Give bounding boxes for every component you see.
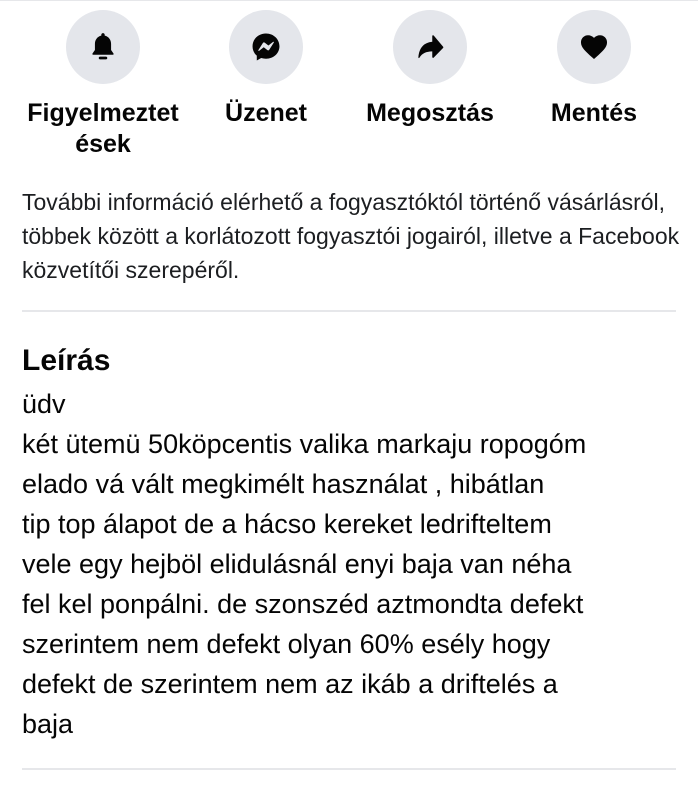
share-icon xyxy=(413,30,447,64)
save-button[interactable] xyxy=(509,10,679,129)
message-button[interactable] xyxy=(181,10,351,129)
heart-icon xyxy=(577,30,611,64)
description-body: üdv két ütemü 50köpcentis valika markaju ropogóm elado vá vált megkimélt használat , hibátlan tip top álapot de a hácso kereket ledrifteltem vele egy hejböl elidulásnál enyi baja van néha fel kel ponpálni. de szonszéd aztmondta defekt szerintem nem defekt olyan 60% esély hogy defekt de szerintem nem az ikáb a driftelés a baja xyxy=(22,389,587,739)
section-divider xyxy=(22,310,676,312)
share-icon-circle[interactable] xyxy=(393,10,467,84)
alerts-button[interactable] xyxy=(18,10,188,160)
consumer-info-notice: További információ elérhető a fogyasztóktól történő vásárlásról, többek között a korlátozott fogyasztói jogairól, illetve a Facebook közvetítői szerepéről. xyxy=(22,189,680,283)
alerts-label: Figyelmeztet ések xyxy=(27,99,179,158)
action-bar xyxy=(0,10,698,170)
message-icon-circle[interactable] xyxy=(229,10,303,84)
save-icon-circle[interactable] xyxy=(557,10,631,84)
messenger-icon xyxy=(249,30,283,64)
description-title: Leírás xyxy=(22,344,111,377)
share-button[interactable] xyxy=(345,10,515,129)
bell-icon xyxy=(86,30,120,64)
alerts-icon-circle[interactable] xyxy=(66,10,140,84)
top-divider xyxy=(0,0,698,1)
message-label: Üzenet xyxy=(225,99,307,127)
bottom-divider xyxy=(22,768,676,770)
share-label: Megosztás xyxy=(366,99,494,127)
save-label: Mentés xyxy=(550,99,638,127)
